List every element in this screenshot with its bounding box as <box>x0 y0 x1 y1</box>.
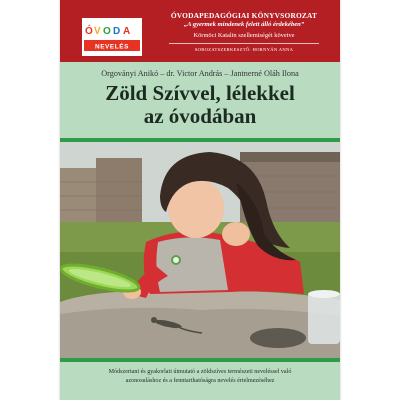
svg-text:V: V <box>94 26 101 37</box>
svg-text:NEVELÉS: NEVELÉS <box>94 43 130 51</box>
svg-text:D: D <box>113 26 121 37</box>
description-line-1: Módszertani és gyakorlati útmutató a zöldszíves természeti neveléssel való <box>108 369 292 375</box>
series-info <box>156 11 332 53</box>
series-motto: „A gyermek mindenek felett álló érdekében” <box>183 21 305 28</box>
series-editor: SOROZATSZERKESZTŐ: HORNYÁN ANNA <box>194 47 294 52</box>
series-header <box>60 0 340 62</box>
cover-photo <box>60 142 340 358</box>
svg-text:Ó: Ó <box>85 26 93 37</box>
book-description <box>66 368 334 386</box>
description-panel <box>60 362 340 400</box>
series-divider <box>169 43 319 44</box>
girl-with-magnifier-illustration <box>60 142 340 358</box>
description-line-2: azonosuláshoz és a fenntarthatóságra nevelés értelmezéséhez <box>125 378 275 384</box>
book-title-line-1: Zöld Szívvel, lélekkel <box>105 81 295 105</box>
title-panel <box>60 62 340 138</box>
book-authors: Orgoványi Anikó – dr. Victor András – Jantnerné Oláh Ilona <box>101 69 299 78</box>
book-cover <box>60 0 340 400</box>
ovoda-neveles-logo <box>82 18 142 56</box>
svg-text:A: A <box>123 26 131 37</box>
series-credit: Körmöci Katalin szellemiségét követve <box>193 32 295 39</box>
book-title-line-2: az óvodában <box>143 104 257 128</box>
series-title: ÓVODAPEDAGÓGIAI KÖNYVSOROZAT <box>170 11 318 20</box>
book-title <box>60 82 340 128</box>
svg-text:O: O <box>103 26 111 37</box>
